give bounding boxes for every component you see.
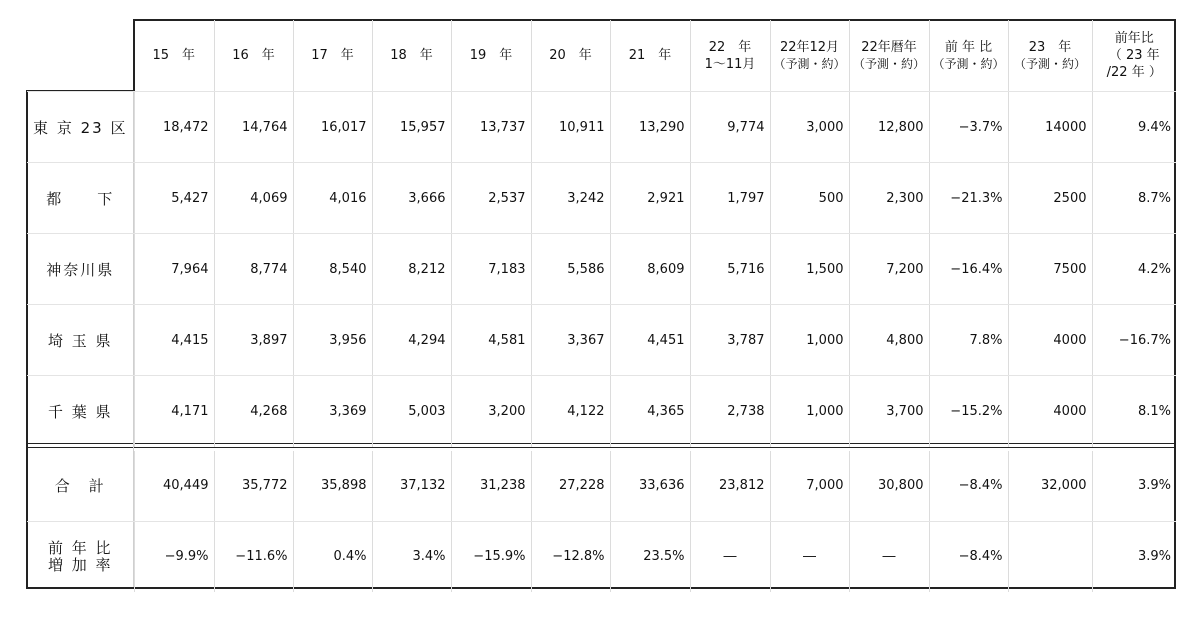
header-cell [214,20,293,92]
header-text: （予測・約） [773,56,846,71]
header-cell [531,20,610,92]
value-cell: −21.3% [929,163,1008,234]
value-cell: 23.5% [610,522,690,592]
summary-rows [27,451,1176,592]
header-cell [1092,20,1176,92]
value-cell: ― [690,522,770,592]
value-cell: 1,797 [690,163,770,234]
value-cell: 15,957 [372,92,451,163]
value-cell [1008,522,1092,592]
header-text: 16 年 [232,48,275,63]
value-cell: 3,787 [690,305,770,376]
row-label [27,522,134,592]
data-table [27,20,1176,592]
value-cell: 13,737 [451,92,531,163]
value-cell: 4,171 [134,376,214,447]
value-cell: 1,000 [770,376,849,447]
row-label: 都 下 [27,163,134,234]
value-cell: 2,300 [849,163,929,234]
value-cell: 2,738 [690,376,770,447]
value-cell: 4,581 [451,305,531,376]
value-cell: 12,800 [849,92,929,163]
value-cell: 500 [770,163,849,234]
header-text: 20 年 [549,48,592,63]
header-text: 前年比 [1114,31,1154,46]
value-cell: 5,003 [372,376,451,447]
value-cell: 3,367 [531,305,610,376]
header-text: 15 年 [152,48,196,63]
value-cell: 7,964 [134,234,214,305]
header-cell [770,20,849,92]
value-cell: 7.8% [929,305,1008,376]
header-row [27,20,1176,92]
row-label: 東 京 23 区 [27,92,134,163]
value-cell: 37,132 [372,451,451,522]
value-cell: −15.2% [929,376,1008,447]
header-cell [134,20,214,92]
value-cell: 5,427 [134,163,214,234]
value-cell: 3.9% [1092,522,1176,592]
value-cell: −16.4% [929,234,1008,305]
value-cell: 31,238 [451,451,531,522]
row-label: 合 計 [27,451,134,522]
value-cell: 8.1% [1092,376,1176,447]
value-cell: 2,537 [451,163,531,234]
value-cell: 4000 [1008,376,1092,447]
value-cell: 10,911 [531,92,610,163]
value-cell: 4,451 [610,305,690,376]
value-cell: 35,772 [214,451,293,522]
value-cell: −9.9% [134,522,214,592]
value-cell: 3,956 [293,305,372,376]
value-cell: 8,212 [372,234,451,305]
header-text: （予測・約） [932,56,1005,71]
table-row [27,376,1176,447]
header-text: 22年暦年 [861,39,917,55]
value-cell: 3.9% [1092,451,1176,522]
header-cell [293,20,372,92]
value-cell: 7,183 [451,234,531,305]
value-cell: 4,294 [372,305,451,376]
value-cell: 3,897 [214,305,293,376]
value-cell: −3.7% [929,92,1008,163]
header-cell [610,20,690,92]
header-text: 23 年 [1028,39,1072,55]
value-cell: 8,774 [214,234,293,305]
header-cell [929,20,1008,92]
value-cell: 40,449 [134,451,214,522]
table-row [27,163,1176,234]
header-cell [372,20,451,92]
value-cell: 4,800 [849,305,929,376]
header-cell [849,20,929,92]
value-cell: 4,122 [531,376,610,447]
header-text: 1～11月 [704,56,756,72]
value-cell: 7,000 [770,451,849,522]
value-cell: 5,716 [690,234,770,305]
header-text: 19 年 [469,48,513,63]
value-cell: 3.4% [372,522,451,592]
header-text: （予測・約） [1013,56,1086,71]
value-cell: 4,415 [134,305,214,376]
row-label-line: 増 加 率 [47,555,113,574]
table-row [27,92,1176,163]
header-text: 22 年 [708,39,752,55]
value-cell: ― [770,522,849,592]
value-cell: 18,472 [134,92,214,163]
value-cell: 3,000 [770,92,849,163]
value-cell: 8,540 [293,234,372,305]
row-label: 千 葉 県 [47,402,113,421]
corner-cell [27,20,134,92]
value-cell: 35,898 [293,451,372,522]
value-cell: ― [849,522,929,592]
header-text: 22年12月 [779,39,840,55]
value-cell: −11.6% [214,522,293,592]
header-text: （予測・約） [852,56,925,71]
value-cell: 4,268 [214,376,293,447]
header-cell [690,20,770,92]
value-cell: 4,365 [610,376,690,447]
value-cell: 16,017 [293,92,372,163]
value-cell: −8.4% [929,522,1008,592]
header-text: 21 年 [628,48,672,63]
value-cell: −15.9% [451,522,531,592]
value-cell: 1,500 [770,234,849,305]
header-text: 18 年 [390,48,433,63]
value-cell: 0.4% [293,522,372,592]
header-text: （ 23 年 [1108,48,1160,63]
table-row [27,234,1176,305]
value-cell: 14000 [1008,92,1092,163]
value-cell: 8.7% [1092,163,1176,234]
value-cell: 33,636 [610,451,690,522]
value-cell: 2500 [1008,163,1092,234]
value-cell: 4,069 [214,163,293,234]
table-row [27,522,1176,592]
value-cell: −8.4% [929,451,1008,522]
value-cell: 3,666 [372,163,451,234]
value-cell: 9.4% [1092,92,1176,163]
value-cell: 3,200 [451,376,531,447]
value-cell: 5,586 [531,234,610,305]
value-cell: 3,369 [293,376,372,447]
value-cell: 3,700 [849,376,929,447]
value-cell: 4000 [1008,305,1092,376]
table-row [27,451,1176,522]
value-cell: 1,000 [770,305,849,376]
table-row [27,305,1176,376]
row-label-line: 前 年 比 [47,538,113,557]
value-cell: 7500 [1008,234,1092,305]
value-cell: 7,200 [849,234,929,305]
value-cell: 27,228 [531,451,610,522]
value-cell: −16.7% [1092,305,1176,376]
header-cell [1008,20,1092,92]
header-cell [451,20,531,92]
value-cell: −12.8% [531,522,610,592]
value-cell: 30,800 [849,451,929,522]
region-rows [27,92,1176,447]
value-cell: 4.2% [1092,234,1176,305]
value-cell: 8,609 [610,234,690,305]
value-cell: 23,812 [690,451,770,522]
header-text: 前 年 比 [944,39,993,55]
row-label: 神奈川県 [27,234,134,305]
value-cell: 2,921 [610,163,690,234]
row-label: 埼 玉 県 [27,305,134,376]
value-cell: 32,000 [1008,451,1092,522]
header-text: 17 年 [311,48,354,63]
value-cell: 9,774 [690,92,770,163]
header-text: /22 年 ） [1106,65,1162,80]
value-cell: 13,290 [610,92,690,163]
value-cell: 4,016 [293,163,372,234]
value-cell: 3,242 [531,163,610,234]
value-cell: 14,764 [214,92,293,163]
